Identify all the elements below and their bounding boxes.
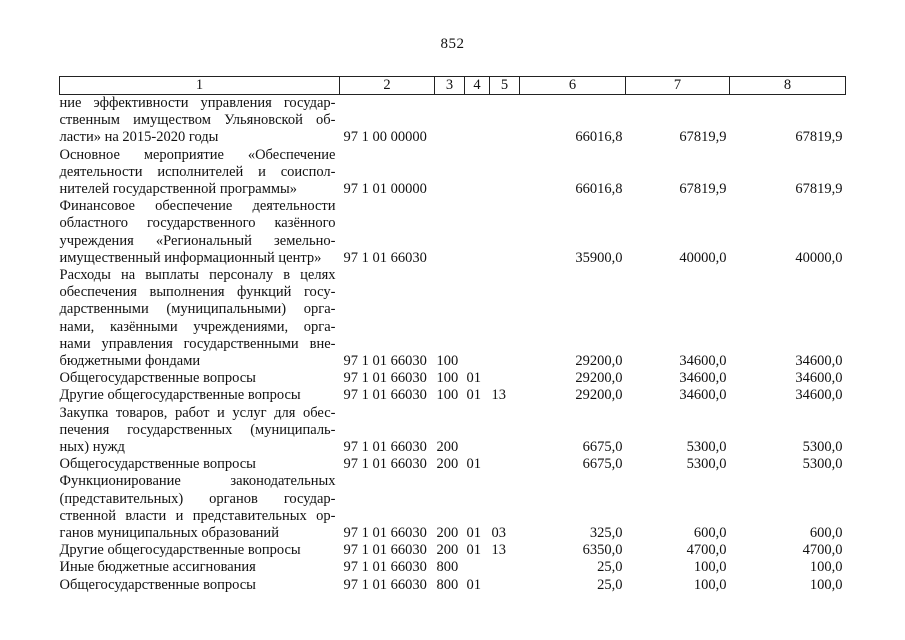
row-section: 01 xyxy=(466,525,481,542)
column-header-7: 7 xyxy=(626,77,730,95)
row-expense-type xyxy=(435,95,465,147)
row-description xyxy=(60,473,340,542)
row-value-7: 67819,9 xyxy=(679,181,727,198)
row-code: 97 1 01 00000 xyxy=(343,181,427,198)
description-line: нителей государственной программы» xyxy=(59,181,298,198)
row-subsection: 03 xyxy=(491,525,506,542)
description-line: Другие общегосударственные вопросы xyxy=(59,542,301,559)
row-code: 97 1 01 66030 xyxy=(343,525,427,542)
row-description xyxy=(60,198,340,267)
row-code: 97 1 01 66030 xyxy=(343,576,427,593)
row-value-8: 40000,0 xyxy=(795,249,843,266)
row-expense-type xyxy=(435,198,465,267)
row-code: 97 1 01 66030 xyxy=(343,439,427,456)
row-value-8: 4700,0 xyxy=(802,542,843,559)
row-expense-type: 800 xyxy=(436,559,459,576)
row-subsection xyxy=(490,456,520,473)
row-value-6: 66016,8 xyxy=(575,181,623,198)
row-section xyxy=(465,405,490,457)
row-description xyxy=(60,387,340,404)
table-row xyxy=(60,405,846,457)
row-value-7: 67819,9 xyxy=(679,129,727,146)
column-header-3: 3 xyxy=(435,77,465,95)
row-expense-type: 200 xyxy=(436,439,459,456)
description-line: Закупка товаров, работ и услуг для обес- xyxy=(59,404,336,421)
description-line: ственным имуществом Ульяновской об- xyxy=(59,112,336,129)
row-value-8: 34600,0 xyxy=(795,370,843,387)
row-value-7: 100,0 xyxy=(693,559,727,576)
description-line: обеспечения выполнения функций госу- xyxy=(59,284,336,301)
row-subsection xyxy=(490,267,520,370)
header-row xyxy=(60,77,846,95)
row-section: 01 xyxy=(466,576,481,593)
row-value-6: 6350,0 xyxy=(582,542,623,559)
column-header-8: 8 xyxy=(730,77,846,95)
page-number: 852 xyxy=(440,36,465,52)
row-subsection xyxy=(490,405,520,457)
description-line: Общегосударственные вопросы xyxy=(59,370,256,387)
row-description xyxy=(60,405,340,457)
row-description xyxy=(60,370,340,387)
row-subsection xyxy=(490,198,520,267)
row-subsection: 13 xyxy=(491,387,506,404)
description-line: деятельности исполнителей и соиспол- xyxy=(59,163,336,180)
row-value-8: 67819,9 xyxy=(795,181,843,198)
description-line: Другие общегосударственные вопросы xyxy=(59,387,301,404)
row-subsection xyxy=(490,370,520,387)
description-line: Общегосударственные вопросы xyxy=(59,456,256,473)
row-value-7: 100,0 xyxy=(693,576,727,593)
description-line: печения государственных (муниципаль- xyxy=(59,421,336,438)
row-description xyxy=(60,577,340,594)
row-description xyxy=(60,267,340,370)
row-value-7: 34600,0 xyxy=(679,387,727,404)
table-row xyxy=(60,542,846,559)
description-line: дарственными (муниципальными) орга- xyxy=(59,301,336,318)
row-value-6: 35900,0 xyxy=(575,249,623,266)
row-expense-type: 100 xyxy=(436,353,459,370)
row-code: 97 1 01 66030 xyxy=(343,542,427,559)
row-section xyxy=(465,267,490,370)
row-section: 01 xyxy=(466,456,481,473)
description-line: имущественный информационный центр» xyxy=(59,249,322,266)
row-subsection xyxy=(490,95,520,147)
row-value-6: 6675,0 xyxy=(582,439,623,456)
row-value-6: 66016,8 xyxy=(575,129,623,146)
description-line: нами, казёнными учреждениями, орга- xyxy=(59,318,336,335)
row-code: 97 1 01 66030 xyxy=(343,370,427,387)
row-section xyxy=(465,147,490,199)
row-subsection xyxy=(490,147,520,199)
row-subsection xyxy=(490,577,520,594)
row-code: 97 1 01 66030 xyxy=(343,559,427,576)
row-code: 97 1 01 66030 xyxy=(343,353,427,370)
description-line: Иные бюджетные ассигнования xyxy=(59,559,256,576)
row-expense-type: 200 xyxy=(436,542,459,559)
row-description xyxy=(60,95,340,147)
table-row xyxy=(60,267,846,370)
table-row xyxy=(60,147,846,199)
row-code: 97 1 01 66030 xyxy=(343,249,427,266)
row-code: 97 1 00 00000 xyxy=(343,129,427,146)
description-line: ние эффективности управления государ- xyxy=(59,95,336,111)
column-header-4: 4 xyxy=(465,77,490,95)
row-section: 01 xyxy=(466,387,481,404)
row-section: 01 xyxy=(466,370,481,387)
row-description xyxy=(60,542,340,559)
row-description xyxy=(60,456,340,473)
description-line: бюджетными фондами xyxy=(59,353,201,370)
table-row xyxy=(60,387,846,404)
row-value-7: 34600,0 xyxy=(679,370,727,387)
row-value-8: 600,0 xyxy=(809,525,843,542)
description-line: (представительных) органов государ- xyxy=(59,490,336,507)
row-value-7: 34600,0 xyxy=(679,353,727,370)
column-header-5: 5 xyxy=(490,77,520,95)
row-value-8: 100,0 xyxy=(809,576,843,593)
table-row xyxy=(60,370,846,387)
description-line: ственной власти и представительных ор- xyxy=(59,507,336,524)
table-header xyxy=(60,77,846,95)
row-section: 01 xyxy=(466,542,481,559)
description-line: областного государственного казённого xyxy=(59,215,336,232)
row-code: 97 1 01 66030 xyxy=(343,387,427,404)
description-line: Основное мероприятие «Обеспечение xyxy=(59,146,336,163)
row-value-8: 34600,0 xyxy=(795,353,843,370)
row-expense-type xyxy=(435,147,465,199)
row-value-8: 100,0 xyxy=(809,559,843,576)
description-line: нами управления государственными вне- xyxy=(59,335,336,352)
row-value-6: 25,0 xyxy=(597,559,623,576)
row-value-7: 5300,0 xyxy=(686,439,727,456)
row-value-6: 6675,0 xyxy=(582,456,623,473)
row-value-6: 25,0 xyxy=(597,576,623,593)
column-header-1: 1 xyxy=(60,77,340,95)
budget-table xyxy=(59,76,846,594)
description-line: Финансовое обеспечение деятельности xyxy=(59,198,336,215)
row-expense-type: 200 xyxy=(436,525,459,542)
row-subsection: 13 xyxy=(491,542,506,559)
column-header-2: 2 xyxy=(340,77,435,95)
description-line: ганов муниципальных образований xyxy=(59,525,279,542)
description-line: Общегосударственные вопросы xyxy=(59,576,256,593)
row-subsection xyxy=(490,559,520,576)
row-value-6: 29200,0 xyxy=(575,370,623,387)
table-row xyxy=(60,95,846,147)
table-row xyxy=(60,559,846,576)
row-value-8: 5300,0 xyxy=(802,439,843,456)
description-line: учреждения «Региональный земельно- xyxy=(59,232,336,249)
row-code: 97 1 01 66030 xyxy=(343,456,427,473)
row-value-8: 67819,9 xyxy=(795,129,843,146)
table-body xyxy=(60,95,846,594)
row-section xyxy=(465,95,490,147)
row-section xyxy=(465,559,490,576)
row-expense-type: 100 xyxy=(436,387,459,404)
row-expense-type: 200 xyxy=(436,456,459,473)
row-value-7: 4700,0 xyxy=(686,542,727,559)
row-value-7: 40000,0 xyxy=(679,249,727,266)
row-section xyxy=(465,198,490,267)
row-value-7: 600,0 xyxy=(693,525,727,542)
table-row xyxy=(60,473,846,542)
row-value-8: 34600,0 xyxy=(795,387,843,404)
row-value-6: 325,0 xyxy=(589,525,623,542)
row-value-6: 29200,0 xyxy=(575,387,623,404)
table-row xyxy=(60,456,846,473)
description-line: ласти» на 2015-2020 годы xyxy=(59,129,219,146)
row-description xyxy=(60,147,340,199)
row-value-8: 5300,0 xyxy=(802,456,843,473)
row-expense-type: 800 xyxy=(436,576,459,593)
row-description xyxy=(60,559,340,576)
row-expense-type: 100 xyxy=(436,370,459,387)
table-row xyxy=(60,577,846,594)
table-row xyxy=(60,198,846,267)
description-line: ных) нужд xyxy=(59,439,125,456)
row-value-7: 5300,0 xyxy=(686,456,727,473)
description-line: Функционирование законодательных xyxy=(59,473,336,490)
column-header-6: 6 xyxy=(520,77,626,95)
row-value-6: 29200,0 xyxy=(575,353,623,370)
description-line: Расходы на выплаты персоналу в целях xyxy=(59,267,336,284)
